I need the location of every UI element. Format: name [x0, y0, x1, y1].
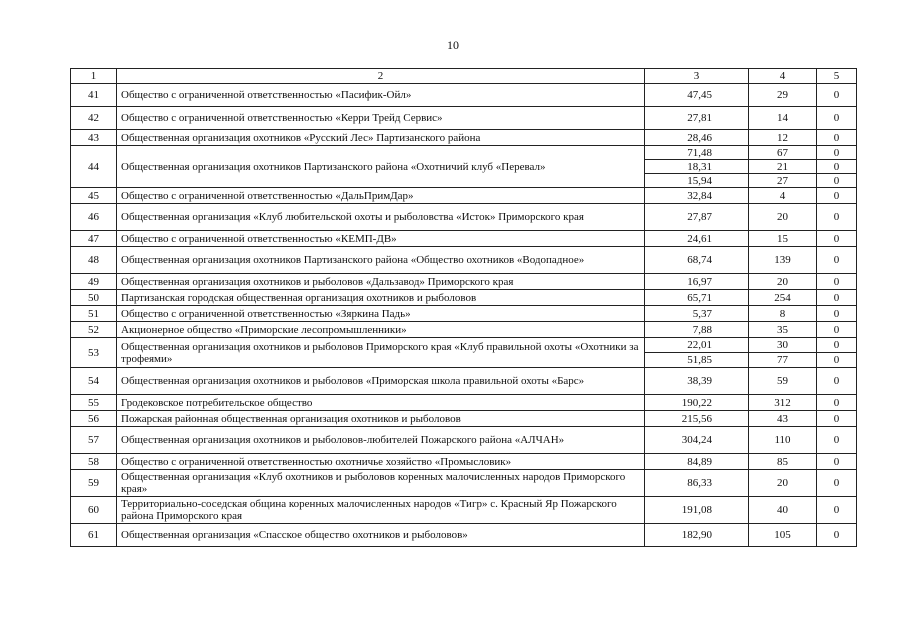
- organization-name: Общественная организация «Клуб охотников и рыболовов коренных малочисленных народов Приморского края»: [117, 470, 645, 497]
- count-value: 312: [749, 395, 817, 411]
- col5-value: 0: [817, 411, 857, 427]
- col5-value: 0: [817, 368, 857, 395]
- area-value: 32,84: [645, 188, 749, 204]
- organization-name: Общественная организация охотников и рыболовов-любителей Пожарского района «АЛЧАН»: [117, 427, 645, 454]
- table-header-row: [71, 69, 857, 84]
- area-value: 182,90: [645, 524, 749, 547]
- organization-name: Общество с ограниченной ответственностью «Зяркина Падь»: [117, 306, 645, 322]
- col5-value: 0: [817, 338, 857, 353]
- organization-name: Общественная организация охотников и рыболовов «Приморская школа правильной охоты «Барс»: [117, 368, 645, 395]
- table-row: [71, 84, 857, 107]
- organization-name: Общественная организация «Клуб любительской охоты и рыболовства «Исток» Приморского края: [117, 204, 645, 231]
- count-value: 27: [749, 174, 817, 188]
- col5-value: 0: [817, 427, 857, 454]
- row-number: 58: [71, 454, 117, 470]
- area-value: 5,37: [645, 306, 749, 322]
- header-cell: 5: [817, 69, 857, 84]
- count-value: 15: [749, 231, 817, 247]
- area-value: 68,74: [645, 247, 749, 274]
- table-row: [71, 368, 857, 395]
- col5-value: 0: [817, 274, 857, 290]
- table-row: [71, 290, 857, 306]
- count-value: 20: [749, 274, 817, 290]
- count-value: 85: [749, 454, 817, 470]
- row-number: 54: [71, 368, 117, 395]
- row-number: 41: [71, 84, 117, 107]
- count-value: 14: [749, 107, 817, 130]
- row-number: 52: [71, 322, 117, 338]
- area-value: 38,39: [645, 368, 749, 395]
- table-row: [71, 204, 857, 231]
- count-value: 35: [749, 322, 817, 338]
- row-number: 55: [71, 395, 117, 411]
- area-value: 27,87: [645, 204, 749, 231]
- col5-value: 0: [817, 188, 857, 204]
- organization-name: Гродековское потребительское общество: [117, 395, 645, 411]
- col5-value: 0: [817, 174, 857, 188]
- table-row: [71, 427, 857, 454]
- row-number: 42: [71, 107, 117, 130]
- organization-name: Общество с ограниченной ответственностью «КЕМП-ДВ»: [117, 231, 645, 247]
- area-value: 191,08: [645, 497, 749, 524]
- row-number: 48: [71, 247, 117, 274]
- organization-name: Общественная организация охотников «Русский Лес» Партизанского района: [117, 130, 645, 146]
- row-number: 51: [71, 306, 117, 322]
- count-value: 67: [749, 146, 817, 160]
- count-value: 105: [749, 524, 817, 547]
- col5-value: 0: [817, 470, 857, 497]
- col5-value: 0: [817, 395, 857, 411]
- area-value: 18,31: [645, 160, 749, 174]
- header-cell: 3: [645, 69, 749, 84]
- count-value: 43: [749, 411, 817, 427]
- area-value: 16,97: [645, 274, 749, 290]
- area-value: 65,71: [645, 290, 749, 306]
- col5-value: 0: [817, 247, 857, 274]
- col5-value: 0: [817, 454, 857, 470]
- col5-value: 0: [817, 353, 857, 368]
- table-row: [71, 306, 857, 322]
- registry-table: [70, 68, 857, 547]
- col5-value: 0: [817, 231, 857, 247]
- organization-name: Пожарская районная общественная организация охотников и рыболовов: [117, 411, 645, 427]
- area-value: 71,48: [645, 146, 749, 160]
- table-row: [71, 322, 857, 338]
- organization-name: Общественная организация охотников и рыболовов Приморского края «Клуб правильной охоты «Охотники за трофеями»: [117, 338, 645, 368]
- table-row: [71, 497, 857, 524]
- organization-name: Общество с ограниченной ответственностью «Керри Трейд Сервис»: [117, 107, 645, 130]
- header-cell: 4: [749, 69, 817, 84]
- row-number: 46: [71, 204, 117, 231]
- area-value: 84,89: [645, 454, 749, 470]
- row-number: 47: [71, 231, 117, 247]
- table-row: [71, 188, 857, 204]
- organization-name: Общество с ограниченной ответственностью «ДальПримДар»: [117, 188, 645, 204]
- area-value: 7,88: [645, 322, 749, 338]
- row-number: 56: [71, 411, 117, 427]
- area-value: 28,46: [645, 130, 749, 146]
- col5-value: 0: [817, 306, 857, 322]
- col5-value: 0: [817, 497, 857, 524]
- col5-value: 0: [817, 204, 857, 231]
- organization-name: Общественная организация охотников Партизанского района «Общество охотников «Водопадное»: [117, 247, 645, 274]
- count-value: 254: [749, 290, 817, 306]
- col5-value: 0: [817, 146, 857, 160]
- area-value: 15,94: [645, 174, 749, 188]
- table-row: [71, 107, 857, 130]
- organization-name: Общественная организация охотников и рыболовов «Дальзавод» Приморского края: [117, 274, 645, 290]
- row-number: 44: [71, 146, 117, 188]
- table-row: [71, 411, 857, 427]
- col5-value: 0: [817, 84, 857, 107]
- area-value: 86,33: [645, 470, 749, 497]
- table-row: [71, 395, 857, 411]
- organization-name: Общество с ограниченной ответственностью охотничье хозяйство «Промысловик»: [117, 454, 645, 470]
- count-value: 77: [749, 353, 817, 368]
- area-value: 47,45: [645, 84, 749, 107]
- row-number: 61: [71, 524, 117, 547]
- count-value: 30: [749, 338, 817, 353]
- count-value: 20: [749, 204, 817, 231]
- row-number: 43: [71, 130, 117, 146]
- area-value: 304,24: [645, 427, 749, 454]
- row-number: 49: [71, 274, 117, 290]
- organization-name: Общественная организация охотников Партизанского района «Охотничий клуб «Перевал»: [117, 146, 645, 188]
- header-cell: 1: [71, 69, 117, 84]
- table-row: [71, 130, 857, 146]
- row-number: 50: [71, 290, 117, 306]
- count-value: 4: [749, 188, 817, 204]
- header-cell: 2: [117, 69, 645, 84]
- area-value: 27,81: [645, 107, 749, 130]
- table-row: [71, 274, 857, 290]
- table-row: [71, 454, 857, 470]
- row-number: 57: [71, 427, 117, 454]
- page-number: 10: [447, 38, 459, 52]
- table-row: [71, 470, 857, 497]
- area-value: 22,01: [645, 338, 749, 353]
- table-row: [71, 524, 857, 547]
- col5-value: 0: [817, 107, 857, 130]
- organization-name: Акционерное общество «Приморские лесопромышленники»: [117, 322, 645, 338]
- count-value: 29: [749, 84, 817, 107]
- count-value: 59: [749, 368, 817, 395]
- row-number: 59: [71, 470, 117, 497]
- col5-value: 0: [817, 160, 857, 174]
- count-value: 12: [749, 130, 817, 146]
- area-value: 215,56: [645, 411, 749, 427]
- organization-name: Территориально-соседская община коренных малочисленных народов «Тигр» с. Красный Яр Пожарского района Приморского края: [117, 497, 645, 524]
- count-value: 20: [749, 470, 817, 497]
- count-value: 139: [749, 247, 817, 274]
- row-number: 53: [71, 338, 117, 368]
- count-value: 21: [749, 160, 817, 174]
- count-value: 110: [749, 427, 817, 454]
- area-value: 51,85: [645, 353, 749, 368]
- col5-value: 0: [817, 290, 857, 306]
- count-value: 8: [749, 306, 817, 322]
- area-value: 190,22: [645, 395, 749, 411]
- table-row: [71, 231, 857, 247]
- organization-name: Общество с ограниченной ответственностью «Пасифик-Ойл»: [117, 84, 645, 107]
- col5-value: 0: [817, 130, 857, 146]
- count-value: 40: [749, 497, 817, 524]
- col5-value: 0: [817, 524, 857, 547]
- col5-value: 0: [817, 322, 857, 338]
- table-row: [71, 338, 857, 353]
- row-number: 45: [71, 188, 117, 204]
- table-row: [71, 247, 857, 274]
- area-value: 24,61: [645, 231, 749, 247]
- organization-name: Партизанская городская общественная организация охотников и рыболовов: [117, 290, 645, 306]
- organization-name: Общественная организация «Спасское общество охотников и рыболовов»: [117, 524, 645, 547]
- row-number: 60: [71, 497, 117, 524]
- table-row: [71, 146, 857, 160]
